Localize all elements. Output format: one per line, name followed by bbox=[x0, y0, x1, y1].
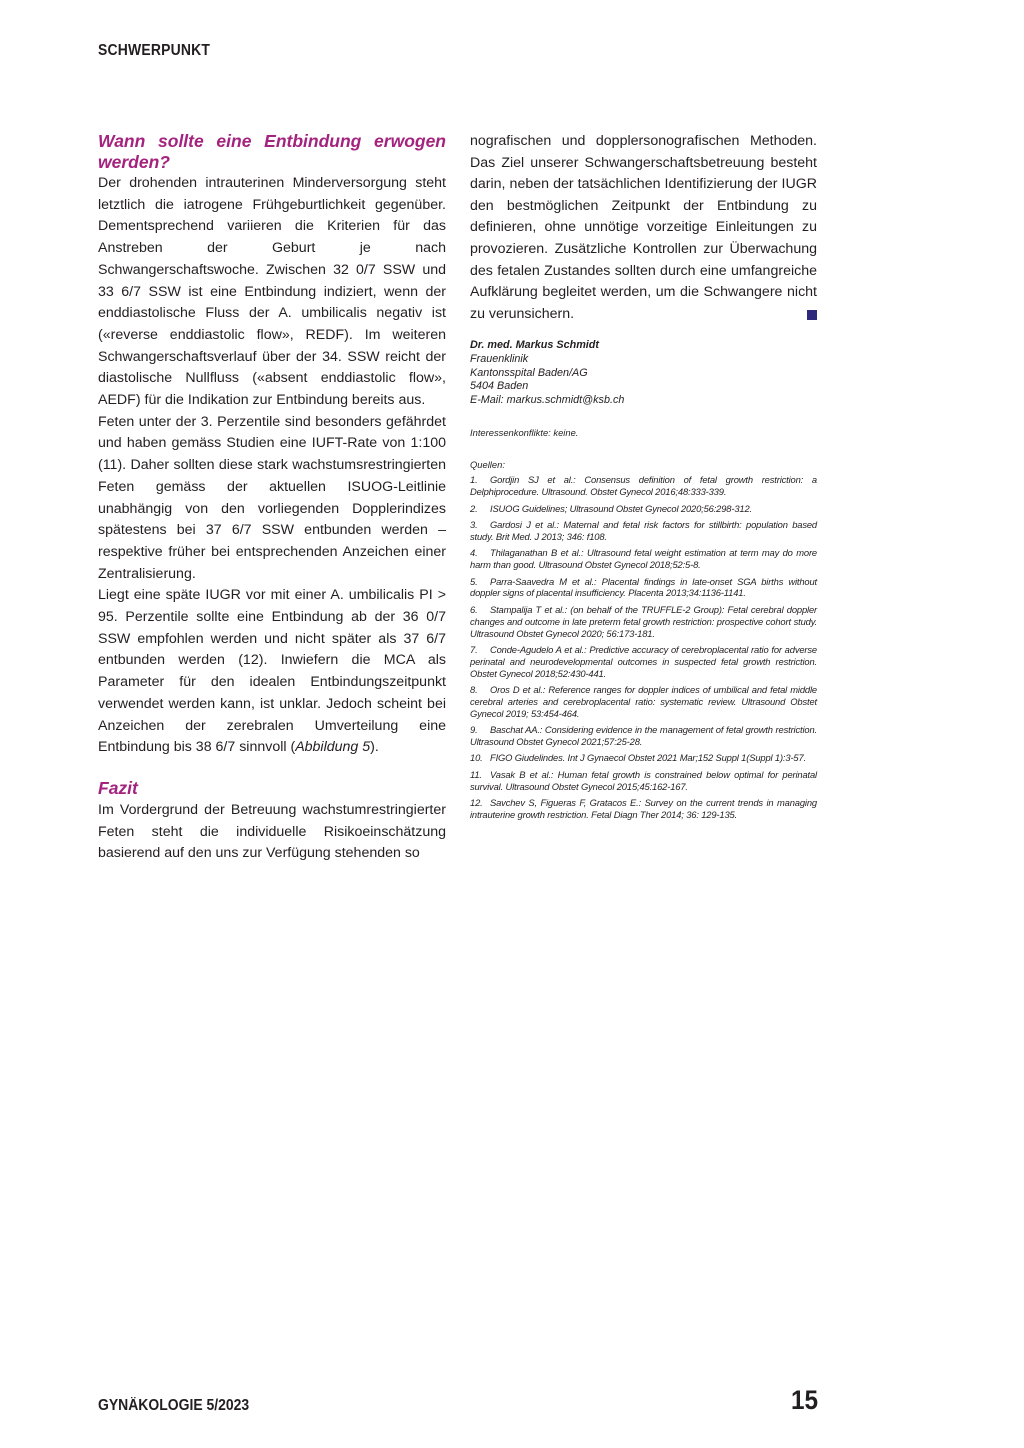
reference-text: ISUOG Guidelines; Ultrasound Obstet Gynecol 2020;56:298-312. bbox=[490, 502, 752, 514]
reference-text: Baschat AA.: Considering evidence in the management of fetal growth restriction. Ultrasound Obstet Gynecol 2021;57:25-28. bbox=[470, 724, 817, 747]
reference-item bbox=[470, 684, 817, 719]
footer-journal-issue: GYNÄKOLOGIE 5/2023 bbox=[98, 1397, 250, 1414]
page-number: 15 bbox=[790, 1385, 818, 1415]
reference-number: 10. bbox=[470, 752, 483, 764]
reference-text: Oros D et al.: Reference ranges for doppler indices of umbilical and fetal middle cerebral arteries and cerebroplacental ratio: systematic review. Ultrasound Obstet Gynecol 2019; 53:454-464. bbox=[470, 684, 817, 719]
reference-number: 1. bbox=[470, 474, 478, 486]
reference-item bbox=[470, 474, 817, 498]
reference-number: 7. bbox=[470, 644, 478, 655]
reference-text: Gardosi J et al.: Maternal and fetal risk factors for stillbirth: population based study. Brit Med. J 2013; 346: f108. bbox=[470, 519, 817, 542]
reference-item bbox=[470, 752, 817, 764]
reference-text: FIGO Giudelindes. Int J Gynaecol Obstet 2021 Mar;152 Suppl 1(Suppl 1):3-57. bbox=[490, 752, 807, 764]
reference-item bbox=[470, 604, 817, 639]
reference-number: 6. bbox=[470, 603, 478, 615]
figure-reference: Abbildung 5 bbox=[295, 739, 371, 756]
reference-text: Parra-Saavedra M et al.: Placental findings in late-onset SGA births without doppler signs of placental insufficiency. Placenta 2013;34:1136-1141. bbox=[470, 575, 817, 599]
reference-text: Savchev S, Figueras F, Gratacos E.: Survey on the current trends in managing intrauterine growth restriction. Fetal Diagn Ther 2014; 36: 129-135. bbox=[470, 797, 817, 820]
section-heading-delivery: Wann sollte eine Entbindung erwogen werden? bbox=[98, 131, 446, 172]
end-of-article-marker bbox=[807, 310, 817, 320]
paragraph-conclusion-continued bbox=[470, 131, 817, 325]
reference-item bbox=[470, 797, 817, 821]
reference-number: 5. bbox=[470, 575, 478, 587]
reference-number: 3. bbox=[470, 519, 478, 531]
right-column bbox=[470, 131, 817, 825]
paragraph-late-iugr-text: Liegt eine späte IUGR vor mit einer A. umbilicalis PI > 95. Perzentile sollte eine Entbindung ab der 36 0/7 SSW empfohlen werden und nicht später als 37 6/7 entbunden werden (12). Inwiefern die MCA als Parameter für den idealen Entbindungszeitpunkt verwendet werden kann, ist unklar. Jedoch scheint bei Anzeichen der zerebralen Umverteilung eine Entbindung bis 38 6/7 sinnvoll ( bbox=[98, 587, 446, 756]
reference-text: Conde-Agudelo A et al.: Predictive accuracy of cerebroplacental ratio for adverse perinatal and neurodevelopmental outcomes in suspected fetal growth restriction. Obstet Gynecol 2018;52:430-441. bbox=[470, 644, 817, 679]
references-title: Quellen: bbox=[470, 459, 505, 471]
reference-number: 2. bbox=[470, 502, 478, 514]
references-list bbox=[470, 474, 817, 820]
reference-number: 9. bbox=[470, 724, 478, 736]
reference-number: 4. bbox=[470, 547, 478, 559]
paragraph-conclusion: Im Vordergrund der Betreuung wachstumrestringierter Feten steht die individuelle Risikoeinschätzung basierend auf den uns zur Verfügung stehenden so bbox=[98, 801, 446, 862]
reference-item bbox=[470, 769, 817, 793]
reference-text: Thilaganathan B et al.: Ultrasound fetal weight estimation at term may do more harm than good. Ultrasound Obstet Gynecol 2018;52:5-8. bbox=[470, 547, 817, 571]
reference-item bbox=[470, 547, 817, 571]
reference-item bbox=[470, 519, 817, 543]
author-block bbox=[470, 339, 817, 407]
reference-number: 12. bbox=[470, 797, 483, 809]
reference-text: Vasak B et al.: Human fetal growth is constrained below optimal for perinatal survival. Ultrasound Obstet Gynecol 2015;45:162-167. bbox=[470, 768, 817, 792]
author-name: Dr. med. Markus Schmidt bbox=[470, 339, 599, 352]
author-email: E-Mail: markus.schmidt@ksb.ch bbox=[470, 393, 625, 406]
reference-item bbox=[470, 503, 817, 515]
author-city: 5404 Baden bbox=[470, 380, 529, 393]
reference-item bbox=[470, 724, 817, 748]
section-heading-conclusion: Fazit bbox=[98, 777, 138, 798]
paragraph-below-3rd-percentile: Feten unter der 3. Perzentile sind besonders gefährdet und haben gemäss Studien eine IUFT-Rate von 1:100 (11). Daher sollten diese stark wachstumsrestringierten Feten gemäss der aktuellen ISUOG-Leitlinie unabhängig von den vorliegenden Dopplerindizes spätestens bei 37 6/7 SSW entbunden werden – respektive früher bei entsprechenden Anzeichen einer Zentralisierung. bbox=[98, 413, 446, 582]
reference-number: 11. bbox=[470, 768, 482, 780]
reference-item bbox=[470, 644, 817, 679]
reference-text: Gordjin SJ et al.: Consensus definition of fetal growth restriction: a Delphiprocedure. Ultrasound. Obstet Gynecol 2016;48:333-339. bbox=[470, 474, 817, 498]
left-column bbox=[98, 131, 446, 865]
author-hospital: Kantonsspital Baden/AG bbox=[470, 366, 588, 379]
conflict-of-interest: Interessenkonflikte: keine. bbox=[470, 427, 579, 439]
section-label: SCHWERPUNKT bbox=[98, 42, 211, 59]
paragraph-conclusion-continued-text: nografischen und dopplersonografischen Methoden. Das Ziel unserer Schwangerschaftsbetreuung besteht darin, neben der tatsächlichen Identifizierung der IUGR den bestmöglichen Zeitpunkt der Entbindung zu definieren, ohne unnötige vorzeitige Einleitungen zu provozieren. Zusätzliche Kontrollen zur Überwachung des fetalen Zustandes sollten durch eine umfangreiche Aufklärung begleitet werden, um die Schwangere nicht zu verunsichern. bbox=[470, 133, 817, 322]
reference-item bbox=[470, 576, 817, 600]
reference-number: 8. bbox=[470, 684, 478, 696]
paragraph-late-iugr-end: ). bbox=[370, 739, 379, 756]
reference-text: Stampalija T et al.: (on behalf of the TRUFFLE-2 Group): Fetal cerebral doppler changes and outcome in late preterm fetal growth restriction: prospective cohort study. Ultrasound Obstet Gynecol 2020; 56:173-181. bbox=[470, 603, 817, 639]
author-department: Frauenklinik bbox=[470, 352, 529, 365]
paragraph-delivery-criteria: Der drohenden intrauterinen Minderversorgung steht letztlich die iatrogene Frühgeburtlichkeit gegenüber. Dementsprechend variieren die Kriterien für das Anstreben der Geburt je nach Schwangerschaftswoche. Zwischen 32 0/7 SSW und 33 6/7 SSW ist eine Entbindung indiziert, wenn der enddiastolische Fluss der A. umbilicalis negativ ist («reverse enddiastolic flow», REDF). Im weiteren Schwangerschaftsverlauf über der 34. SSW reicht der diastolische Nullfluss («absent enddiastolic flow», AEDF) für die Indikation zur Entbindung bereits aus. bbox=[98, 175, 446, 409]
paragraph-late-iugr bbox=[98, 585, 446, 759]
